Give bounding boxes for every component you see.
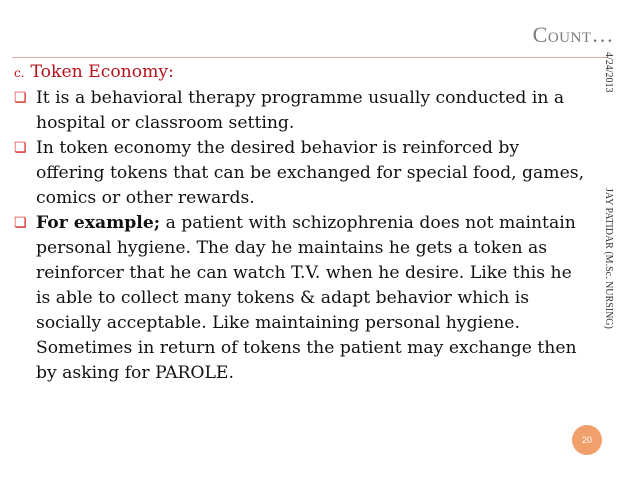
bullet-text: a patient with schizophrenia does not maintain personal hygiene. The day he maintains he gets a token as reinforcer that he can watch T.V. when he desire. Like this he is able to collect many tokens & adapt behavior which is socially acceptable. Like maintaining personal hygiene. Sometimes in return of tokens the patient may exchange then by asking for PAROLE. bbox=[36, 213, 577, 383]
bullet-lead: For example; bbox=[36, 213, 161, 233]
title-divider bbox=[12, 57, 608, 58]
subheading bbox=[14, 60, 589, 86]
checkbox-bullet-icon: ❏ bbox=[14, 215, 27, 231]
checkbox-bullet-icon: ❏ bbox=[14, 140, 27, 156]
page-number-badge bbox=[572, 425, 602, 455]
subheading-letter: c. bbox=[14, 66, 25, 80]
checkbox-bullet-icon: ❏ bbox=[14, 90, 27, 106]
bullet-text: In token economy the desired behavior is reinforced by offering tokens that can be exchanged for special food, games, comics or other rewards. bbox=[36, 138, 585, 208]
bullet-item bbox=[14, 211, 589, 386]
bullet-item bbox=[14, 136, 589, 211]
bullet-item bbox=[14, 86, 589, 136]
slide-content bbox=[14, 60, 589, 386]
slide-date: 4/24/2013 bbox=[603, 52, 614, 93]
subheading-text: Token Economy: bbox=[30, 62, 174, 82]
slide-author: JAY PATIDAR (M.Sc. NURSING) bbox=[603, 188, 614, 329]
slide-title: Count… bbox=[532, 22, 614, 47]
page-number: 20 bbox=[581, 435, 592, 445]
bullet-text: It is a behavioral therapy programme usually conducted in a hospital or classroom setting. bbox=[36, 88, 565, 133]
